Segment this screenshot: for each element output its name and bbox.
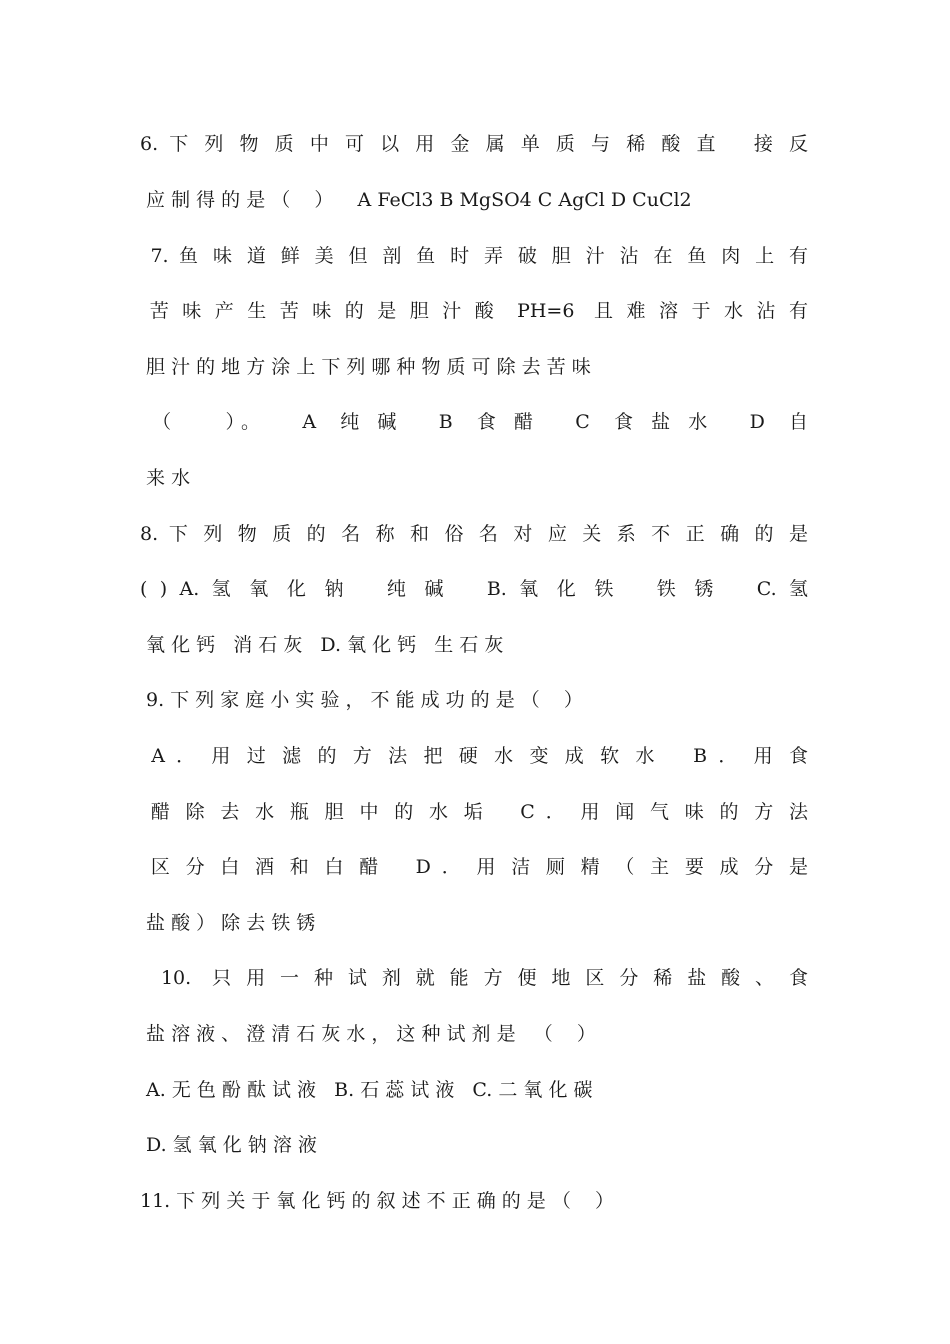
text-line-q9-4: 区 分 白 酒 和 白 醋 D ． 用 洁 厕 精 （ 主 要 成 分 是 [140, 856, 808, 878]
text-line-q10-4: D. 氢 氧 化 钠 溶 液 [140, 1134, 317, 1156]
text-line-q6-1: 6. 下 列 物 质 中 可 以 用 金 属 单 质 与 稀 酸 直 接 反 [140, 133, 808, 155]
text-line-q11-1: 11. 下 列 关 于 氧 化 钙 的 叙 述 不 正 确 的 是 （ ） [140, 1190, 615, 1212]
text-line-q10-3: A. 无 色 酚 酞 试 液 B. 石 蕊 试 液 C. 二 氧 化 碳 [140, 1079, 593, 1101]
text-line-q9-3: 醋 除 去 水 瓶 胆 中 的 水 垢 C ． 用 闻 气 味 的 方 法 [140, 801, 808, 823]
text-line-q9-5: 盐 酸 ） 除 去 铁 锈 [140, 912, 316, 934]
text-line-q7-3: 胆 汁 的 地 方 涂 上 下 列 哪 种 物 质 可 除 去 苦 味 [140, 356, 591, 378]
text-line-q7-1: 7. 鱼 味 道 鲜 美 但 剖 鱼 时 弄 破 胆 汁 沾 在 鱼 肉 上 有 [140, 245, 808, 267]
text-line-q9-2: A ． 用 过 滤 的 方 法 把 硬 水 变 成 软 水 B ． 用 食 [140, 745, 808, 767]
text-line-q6-2: 应 制 得 的 是 （ ） A FeCl3 B MgSO4 C AgCl D CuCl2 [140, 189, 692, 211]
text-line-q10-2: 盐 溶 液 、 澄 清 石 灰 水 ， 这 种 试 剂 是 （ ） [140, 1023, 596, 1045]
text-line-q9-1: 9. 下 列 家 庭 小 实 验 ， 不 能 成 功 的 是 （ ） [140, 689, 583, 711]
text-line-q7-2: 苦 味 产 生 苦 味 的 是 胆 汁 酸 PH=6 且 难 溶 于 水 沾 有 [140, 300, 808, 322]
text-line-q7-5: 来 水 [140, 467, 191, 489]
text-line-q10-1: 10. 只 用 一 种 试 剂 就 能 方 便 地 区 分 稀 盐 酸 、 食 [140, 967, 808, 989]
text-line-q8-3: 氧 化 钙 消 石 灰 D. 氧 化 钙 生 石 灰 [140, 634, 504, 656]
text-line-q8-1: 8. 下 列 物 质 的 名 称 和 俗 名 对 应 关 系 不 正 确 的 是 [140, 523, 808, 545]
text-line-q8-2: ( ) A. 氢 氧 化 钠 纯 碱 B. 氧 化 铁 铁 锈 C. 氢 [140, 578, 808, 600]
text-line-q7-4: （ ）。 A 纯 碱 B 食 醋 C 食 盐 水 D 自 [140, 411, 808, 433]
